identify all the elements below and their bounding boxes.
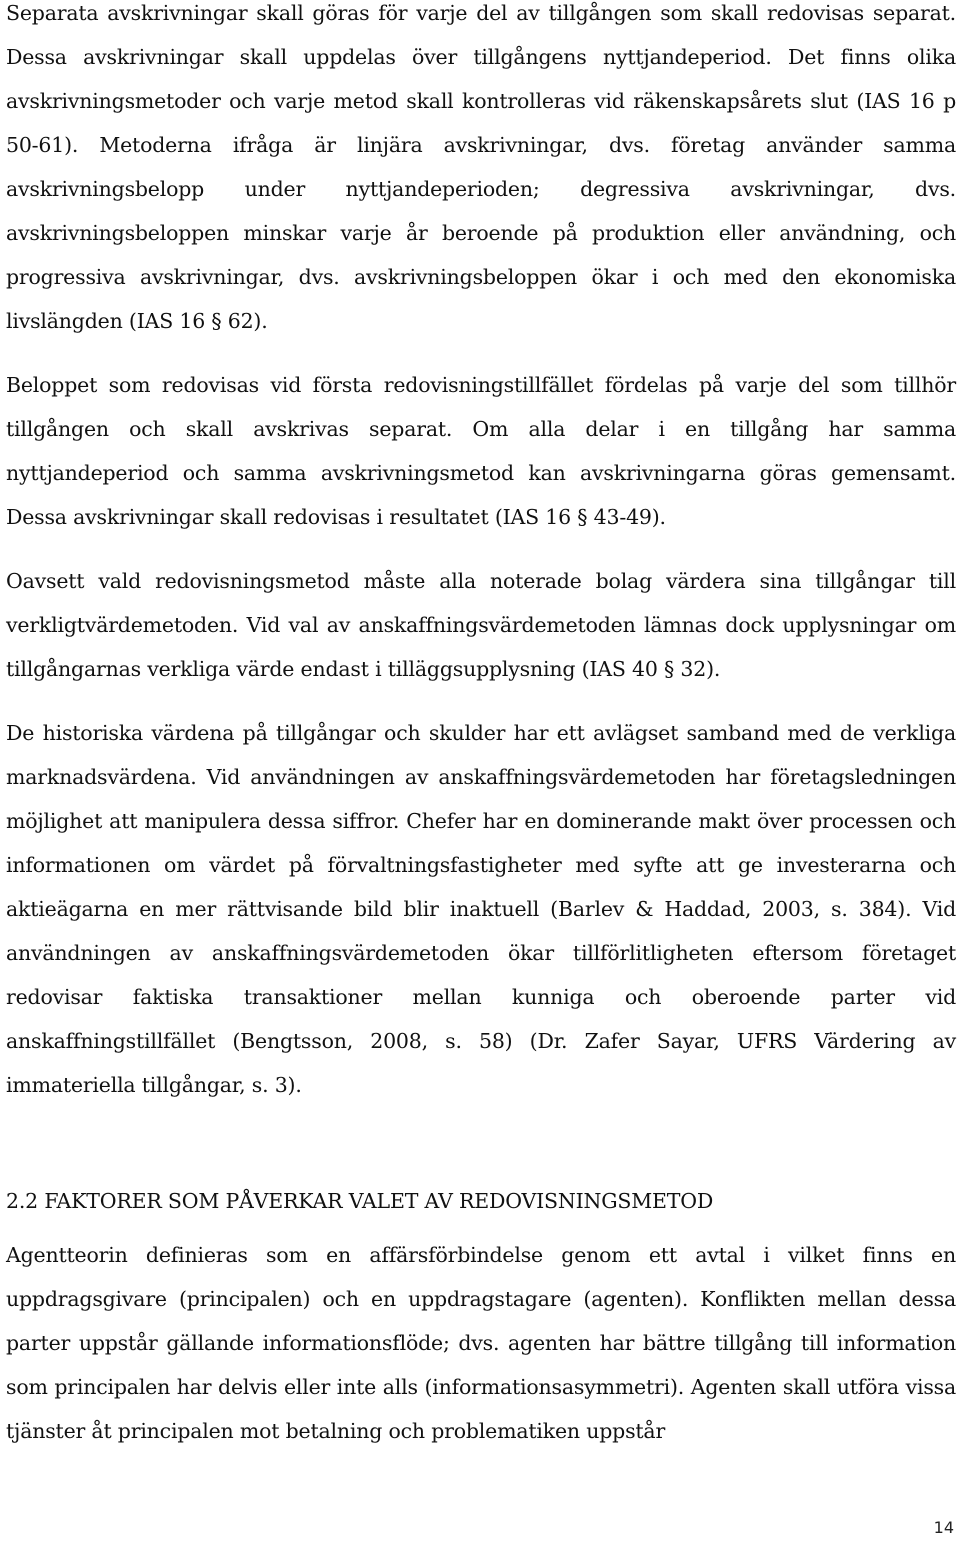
section-heading: 2.2 FAKTORER SOM PÅVERKAR VALET AV REDOVISNINGSMETOD <box>6 1189 714 1213</box>
paragraph-valuation-method: Oavsett vald redovisningsmetod måste alla noterade bolag värdera sina tillgångar till verkligtvärdemetoden. Vid val av anskaffningsvärdemetoden lämnas dock upplysningar om tillgångarnas verkliga värde endast i tilläggsupplysning (IAS 40 § 32). <box>6 569 956 681</box>
paragraph-agency-theory: Agentteorin definieras som en affärsförbindelse genom ett avtal i vilket finns en uppdragsgivare (principalen) och en uppdragstagare (agenten). Konflikten mellan dessa parter uppstår gällande informationsflöde; dvs. agenten har bättre tillgång till information som principalen har delvis eller inte alls (informationsasymmetri). Agenten skall utföra vissa tjänster åt principalen mot betalning och problematiken uppstår <box>6 1243 956 1443</box>
paragraph-historical-values: De historiska värdena på tillgångar och skulder har ett avlägset samband med de verkliga marknadsvärdena. Vid användningen av anskaffningsvärdemetoden har företagsledningen möjlighet att manipulera dessa siffror. Chefer har en dominerande makt över processen och informationen om värdet på förvaltningsfastigheter med syfte att ge investerarna och aktieägarna en mer rättvisande bild blir inaktuell (Barlev & Haddad, 2003, s. 384). Vid användningen av anskaffningsvärdemetoden ökar tillförlitligheten eftersom företaget redovisar faktiska transaktioner mellan kunniga och oberoende parter vid anskaffningstillfället (Bengtsson, 2008, s. 58) (Dr. Zafer Sayar, UFRS Värdering av immateriella tillgångar, s. 3). <box>6 721 956 1097</box>
paragraph-component-depreciation: Beloppet som redovisas vid första redovisningstillfället fördelas på varje del som tillhör tillgången och skall avskrivas separat. Om alla delar i en tillgång har samma nyttjandeperiod och samma avskrivningsmetod kan avskrivningarna göras gemensamt. Dessa avskrivningar skall redovisas i resultatet (IAS 16 § 43-49). <box>6 373 956 529</box>
document-page <box>6 0 956 1453</box>
page-number: 14 <box>933 1518 954 1537</box>
paragraph-depreciation-methods: Separata avskrivningar skall göras för varje del av tillgången som skall redovisas separat. Dessa avskrivningar skall uppdelas över tillgångens nyttjandeperiod. Det finns olika avskrivningsmetoder och varje metod skall kontrolleras vid räkenskapsårets slut (IAS 16 p 50-61). Metoderna ifråga är linjära avskrivningar, dvs. företag använder samma avskrivningsbelopp under nyttjandeperioden; degressiva avskrivningar, dvs. avskrivningsbeloppen minskar varje år beroende på produktion eller användning, och progressiva avskrivningar, dvs. avskrivningsbeloppen ökar i och med den ekonomiska livslängden (IAS 16 § 62). <box>6 1 956 333</box>
